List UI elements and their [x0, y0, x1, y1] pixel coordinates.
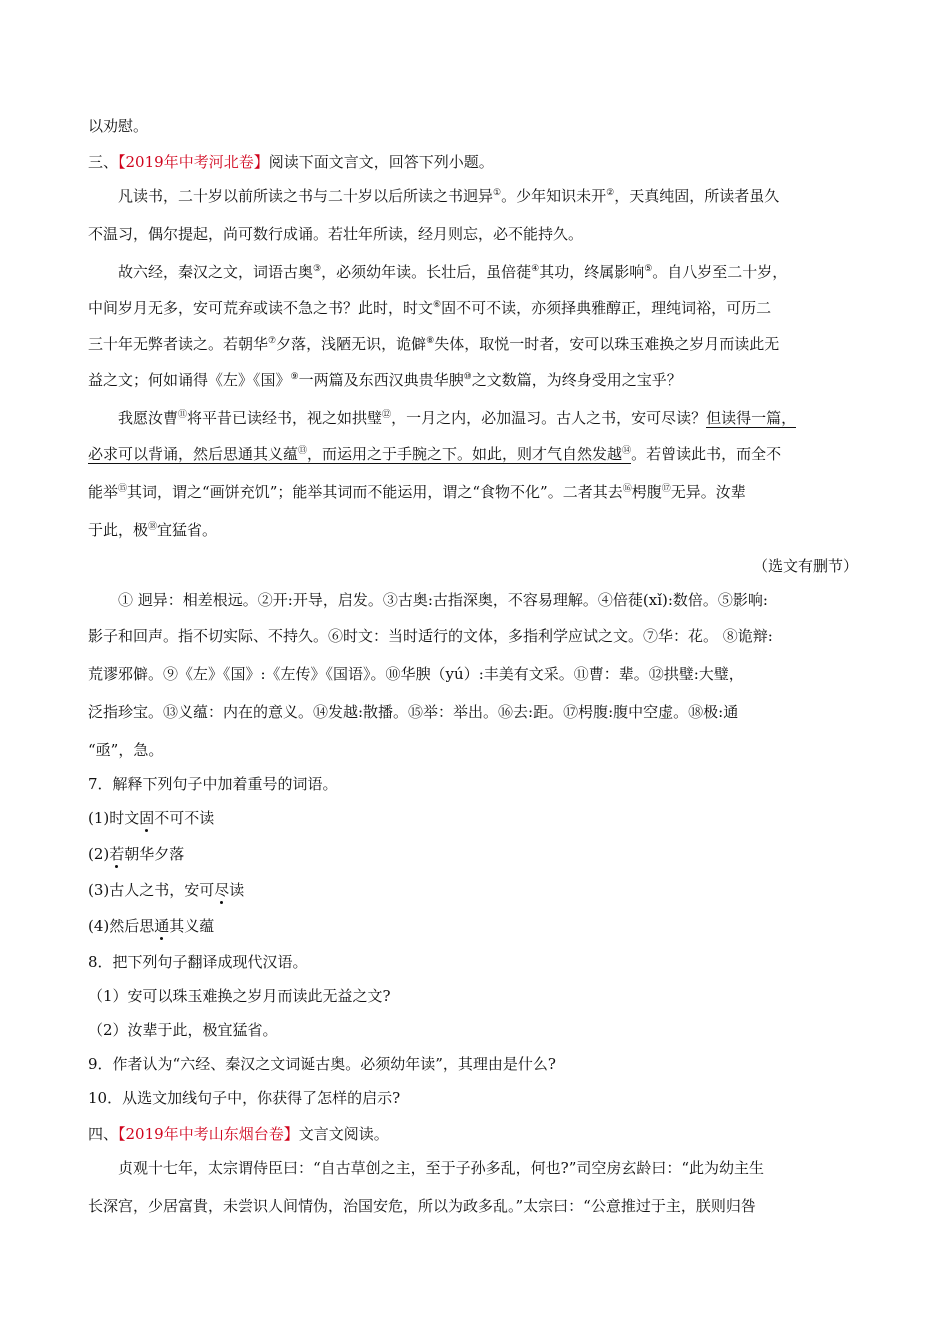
footnote-line: 影子和回声。指不切实际、不持久。⑥时文：当时适行的文体，多指利学应试之文。⑦华：花。 ⑧诡辩:: [88, 627, 773, 645]
section-4-prompt: 文言文阅读。: [298, 1125, 389, 1143]
passage-line: [88, 520, 217, 540]
passage-text: 一两篇及东西汉典贵华腴: [298, 371, 464, 389]
item-text: 朝华夕落: [124, 845, 185, 863]
passage-line: [118, 262, 787, 282]
note-mark: ⑦: [268, 336, 277, 346]
passage-text: 中间岁月无多，安可荒弃或读不急之书？此时，时文: [88, 299, 434, 317]
passage-text: 三十年无弊者读之。若朝华: [88, 335, 269, 353]
note-mark: ⑯: [622, 484, 632, 494]
source-note: （选文有删节）: [752, 557, 858, 575]
footnote-line: ① 迥异：相差根远。②开:开导，启发。③古奥:古指深奥，不容易理解。④倍蓰(xǐ):数倍。⑤影响:: [118, 591, 768, 609]
passage-text: 枵腹: [631, 483, 662, 501]
question-10: 10．从选文加线句子中，你获得了怎样的启示?: [88, 1089, 401, 1107]
passage-text: ，天真纯固，所读者虽久: [614, 187, 780, 205]
footnote-line: 泛指珍宝。⑬义蕴：内在的意义。⑭发越:散播。⑮举：举出。⑯去:距。⑰枵腹:腹中空虚。⑱极:通: [88, 703, 739, 721]
item-text: (2): [88, 845, 110, 863]
note-mark: ①: [493, 188, 502, 198]
passage-text: 固不可不读，亦须择典雅醇正，理纯词裕，可历二: [441, 299, 772, 317]
passage-text: 必求可以背诵，然后思通其义蕴: [88, 445, 299, 463]
section-3-prompt: 阅读下面文言文，回答下列小题。: [268, 153, 494, 171]
passage-text: 其词，谓之“画饼充饥”；能举其词而不能运用，谓之“食物不化”。二者其去: [127, 483, 623, 501]
question-8-item: （2）汝辈于此，极宜猛省。: [88, 1021, 278, 1039]
underlined-sentence: [88, 445, 631, 464]
note-mark: ③: [313, 264, 322, 274]
intro-tail: 以劝慰。: [88, 117, 149, 135]
passage-text: 失体，取悦一时者，安可以珠玉难换之岁月而读此无: [434, 335, 780, 353]
passage-text: ，而运用之于手腕之下。如此，则才气自然发越: [307, 445, 623, 463]
question-7-item: [88, 916, 214, 936]
emphasized-word: 通: [154, 917, 170, 935]
section-3-number: 三、: [88, 153, 119, 171]
passage-text: 之文数篇，为终身受用之宝乎？: [471, 371, 682, 389]
passage-line: [88, 298, 771, 318]
footnote-line: 荒谬邪僻。⑨《左》《国》:《左传》《国语》。⑩华腴（yú）:丰美有文采。⑪曹：辈。⑫拱璧:大璧，: [88, 665, 744, 683]
passage-line: [88, 370, 682, 390]
note-mark: ⑮: [118, 484, 128, 494]
passage-text: 益之文；何如诵得《左》《国》: [88, 371, 291, 389]
passage-text: 夕落，浅陋无识，诡僻: [276, 335, 427, 353]
question-9: 9．作者认为“六经、秦汉之文词诞古奥。必须幼年读”，其理由是什么?: [88, 1055, 556, 1073]
passage-line: [88, 334, 779, 354]
note-mark: ⑧: [426, 336, 435, 346]
item-text: (4)然后思: [88, 917, 155, 935]
question-7-title: 7．解释下列句子中加着重号的词语。: [88, 775, 338, 793]
note-mark: ⑰: [661, 484, 671, 494]
section-3-source-tag: 【2019年中考河北卷】: [118, 153, 269, 171]
passage-text: 我愿汝曹: [118, 409, 179, 427]
note-mark: ⑨: [290, 372, 299, 382]
passage-line: [88, 444, 781, 464]
passage-line: 不温习，偶尔提起，尚可数行成诵。若壮年所读，经月则忘，必不能持久。: [88, 225, 584, 243]
note-mark: ⑬: [298, 446, 308, 456]
passage-text: 。自八岁至二十岁，: [652, 263, 788, 281]
emphasized-word: 尽: [214, 881, 230, 899]
passage-text: 无异。汝辈: [670, 483, 746, 501]
passage-text: 凡读书，二十岁以前所读之书与二十岁以后所读之书迥异: [118, 187, 494, 205]
passage-line: [118, 408, 796, 428]
item-text: (3)古人之书，安可: [88, 881, 215, 899]
item-text: (1)时文: [88, 809, 140, 827]
passage-text: 其功，终属影响: [539, 263, 645, 281]
passage-text: 故六经，秦汉之文，词语古奥: [118, 263, 314, 281]
item-text: 读: [229, 881, 245, 899]
passage-line: [118, 186, 779, 206]
passage-line: [88, 482, 746, 502]
note-mark: ②: [606, 188, 615, 198]
emphasized-word: 固: [139, 809, 155, 827]
passage-line: 贞观十七年，太宗谓侍臣曰：“自古草创之主，至于子孙多乱，何也?”司空房玄龄曰：“此为幼主生: [118, 1159, 765, 1177]
section-3-heading: [88, 152, 494, 172]
question-7-item: [88, 880, 244, 900]
section-4-number: 四、: [88, 1125, 119, 1143]
footnote-line: “亟”，急。: [88, 741, 164, 759]
item-text: 不可不读: [154, 809, 215, 827]
question-7-item: [88, 808, 214, 828]
passage-text: ，一月之内，必加温习。古人之书，安可尽读？: [391, 409, 707, 427]
passage-text: 于此，极: [88, 521, 149, 539]
passage-text: 。若曾读此书，而全不: [631, 445, 782, 463]
question-8-item: （1）安可以珠玉难换之岁月而读此无益之文?: [88, 987, 391, 1005]
note-mark: ⑤: [644, 264, 653, 274]
passage-text: 宜猛省。: [157, 521, 218, 539]
passage-line: 长深宫，少居富貴，未尝识人间情伪，治国安危，所以为政多乱。”太宗曰：“公意推过于主，朕则归咎: [88, 1197, 756, 1215]
note-mark: ⑥: [433, 300, 442, 310]
underlined-sentence: 但读得一篇，: [706, 409, 797, 427]
passage-text: 。少年知识未开: [501, 187, 607, 205]
note-mark: ④: [531, 264, 540, 274]
note-mark: ⑱: [148, 522, 158, 532]
note-mark: ⑪: [178, 410, 188, 420]
question-8-title: 8．把下列句子翻译成现代汉语。: [88, 953, 308, 971]
emphasized-word: 若: [109, 845, 125, 863]
passage-text: ，必须幼年读。长壮后，虽倍蓰: [321, 263, 532, 281]
note-mark: ⑫: [382, 410, 392, 420]
passage-text: 将平昔已读经书，视之如拱璧: [187, 409, 383, 427]
note-mark: ⑩: [463, 372, 472, 382]
passage-text: 能举: [88, 483, 119, 501]
note-mark: ⑭: [622, 446, 632, 456]
question-7-item: [88, 844, 184, 864]
section-4-heading: [88, 1124, 389, 1144]
section-4-source-tag: 【2019年中考山东烟台卷】: [118, 1125, 299, 1143]
item-text: 其义蕴: [169, 917, 215, 935]
